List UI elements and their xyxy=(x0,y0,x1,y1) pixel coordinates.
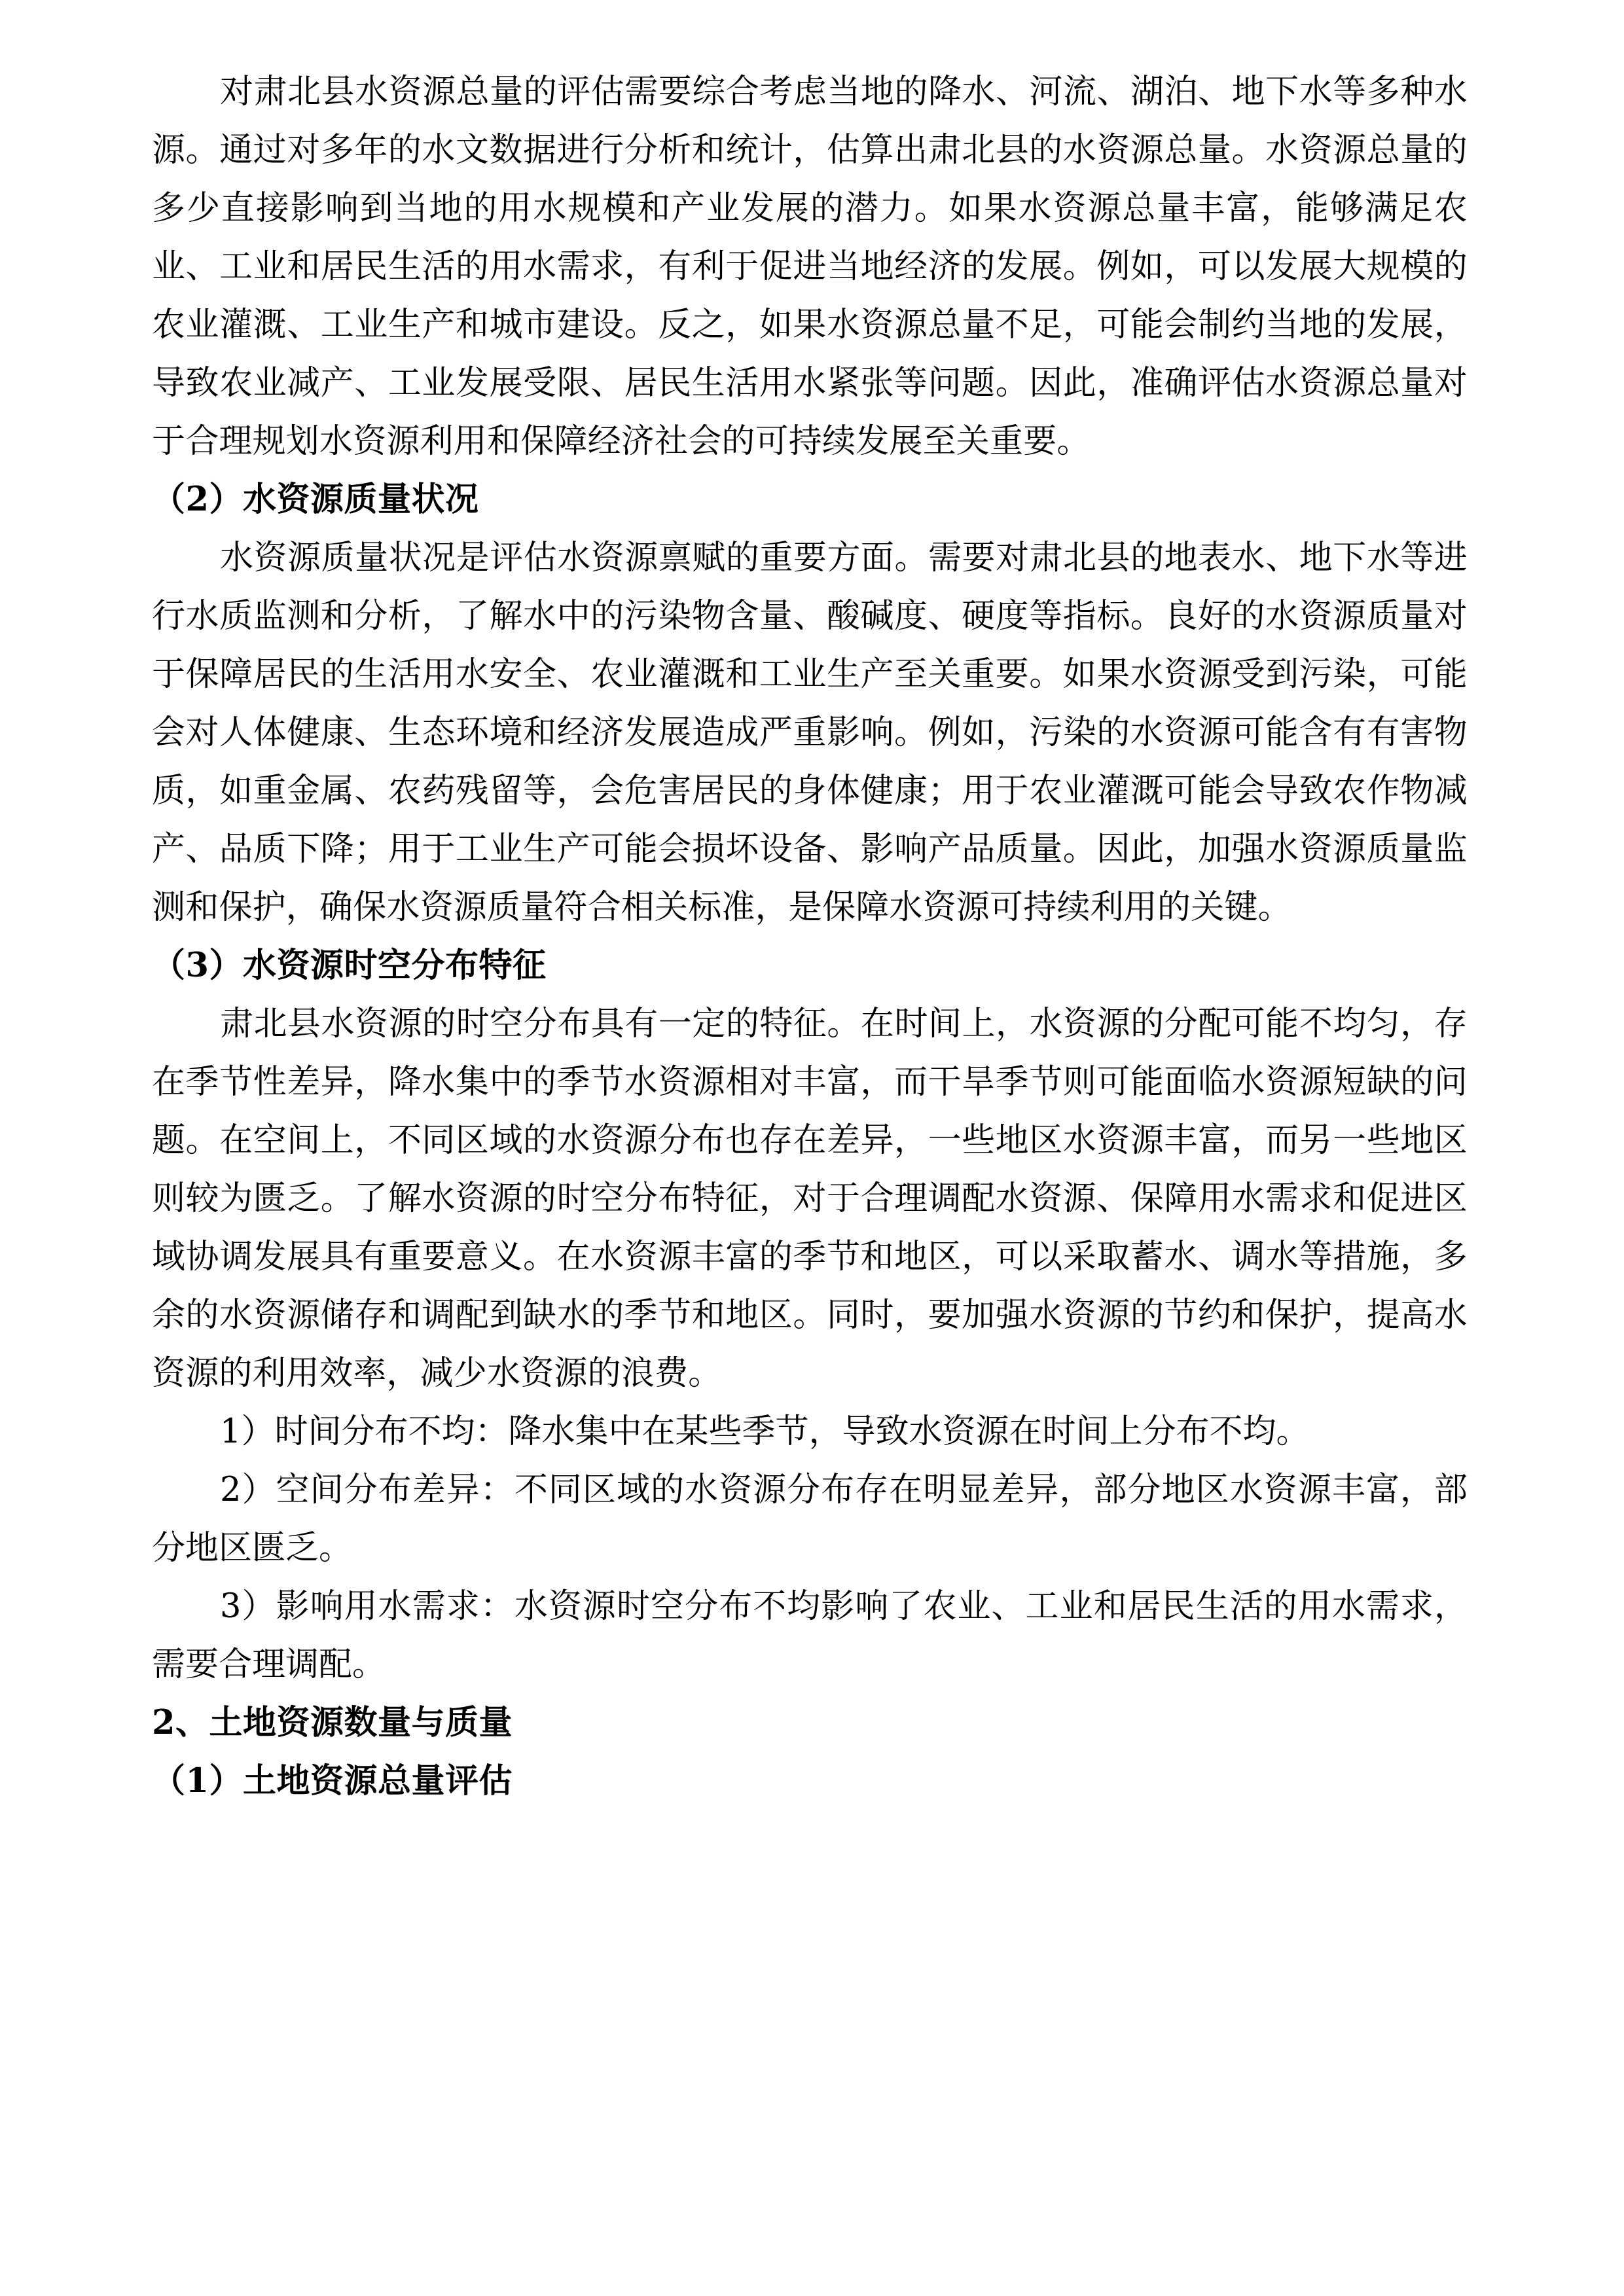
paragraph-water-resource-total: 对肃北县水资源总量的评估需要综合考虑当地的降水、河流、湖泊、地下水等多种水源。通过对多年的水文数据进行分析和统计，估算出肃北县的水资源总量。水资源总量的多少直接影响到当地的用水规模和产业发展的潜力。如果水资源总量丰富，能够满足农业、工业和居民生活的用水需求，有利于促进当地经济的发展。例如，可以发展大规模的农业灌溉、工业生产和城市建设。反之，如果水资源总量不足，可能会制约当地的发展，导致农业减产、工业发展受限、居民生活用水紧张等问题。因此，准确评估水资源总量对于合理规划水资源利用和保障经济社会的可持续发展至关重要。 xyxy=(152,73,1468,461)
list-item-temporal-uneven: 1）时间分布不均：降水集中在某些季节，导致水资源在时间上分布不均。 xyxy=(220,1412,1310,1451)
paragraph-spatiotemporal-distribution: 肃北县水资源的时空分布具有一定的特征。在时间上，水资源的分配可能不均匀，存在季节性差异，降水集中的季节水资源相对丰富，而干旱季节则可能面临水资源短缺的问题。在空间上，不同区域的水资源分布也存在差异，一些地区水资源丰富，而另一些地区则较为匮乏。了解水资源的时空分布特征，对于合理调配水资源、保障用水需求和促进区域协调发展具有重要意义。在水资源丰富的季节和地区，可以采取蓄水、调水等措施，多余的水资源储存和调配到缺水的季节和地区。同时，要加强水资源的节约和保护，提高水资源的利用效率，减少水资源的浪费。 xyxy=(152,1005,1468,1393)
heading-water-quality-status: （2）水资源质量状况 xyxy=(152,480,479,519)
list-item-water-demand-impact: 3）影响用水需求：水资源时空分布不均影响了农业、工业和居民生活的用水需求，需要合理调配。 xyxy=(152,1587,1468,1684)
list-item-spatial-difference: 2）空间分布差异：不同区域的水资源分布存在明显差异，部分地区水资源丰富，部分地区匮乏。 xyxy=(152,1471,1468,1568)
heading-land-resource-total-assessment: （1）土地资源总量评估 xyxy=(152,1761,513,1801)
heading-land-resource-quantity-quality: 2、土地资源数量与质量 xyxy=(152,1703,513,1742)
heading-spatiotemporal-distribution: （3）水资源时空分布特征 xyxy=(152,946,547,985)
paragraph-water-quality-status: 水资源质量状况是评估水资源禀赋的重要方面。需要对肃北县的地表水、地下水等进行水质监测和分析，了解水中的污染物含量、酸碱度、硬度等指标。良好的水资源质量对于保障居民的生活用水安全、农业灌溉和工业生产至关重要。如果水资源受到污染，可能会对人体健康、生态环境和经济发展造成严重影响。例如，污染的水资源可能含有有害物质，如重金属、农药残留等，会危害居民的身体健康；用于农业灌溉可能会导致农作物减产、品质下降；用于工业生产可能会损坏设备、影响产品质量。因此，加强水资源质量监测和保护，确保水资源质量符合相关标准，是保障水资源可持续利用的关键。 xyxy=(152,539,1468,927)
document-body xyxy=(152,63,1468,1810)
